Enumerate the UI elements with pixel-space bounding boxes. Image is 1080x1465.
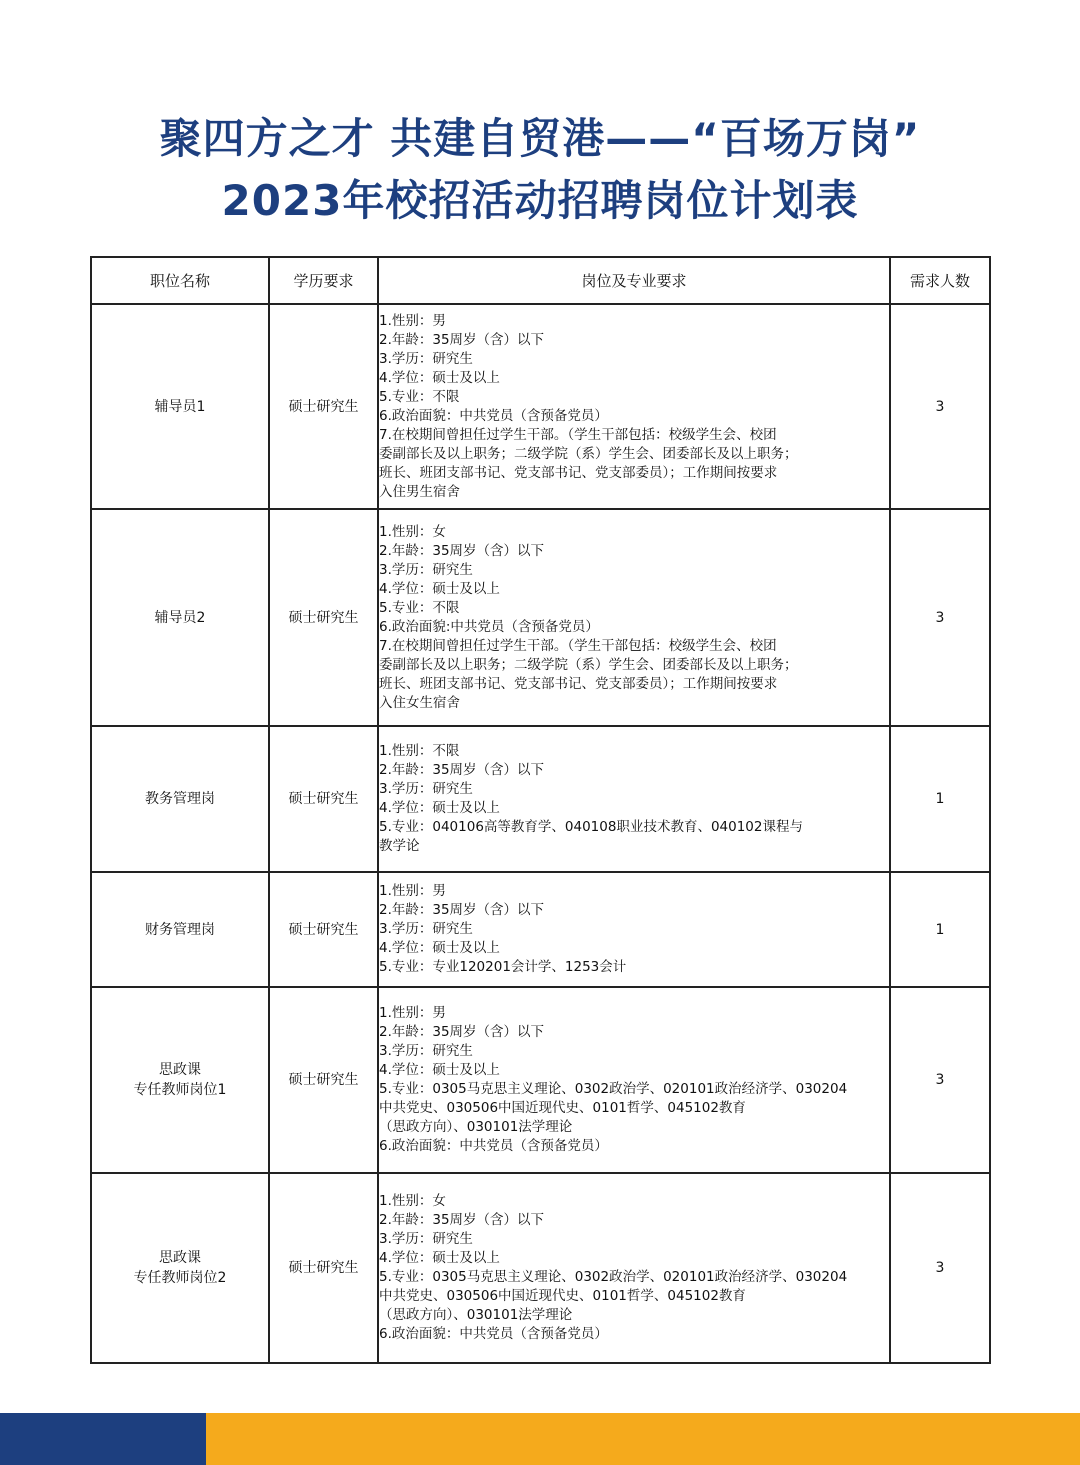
header-position: 职位名称: [91, 257, 269, 304]
cell-requirements: [378, 726, 890, 872]
cell-requirements: [378, 509, 890, 726]
position-name-line: 财务管理岗: [145, 921, 215, 938]
cell-count: 3: [890, 509, 990, 726]
cell-position: [91, 509, 269, 726]
requirement-line: 7.在校期间曾担任过学生干部。（学生干部包括：校级学生会、校团: [379, 426, 777, 443]
header-education: 学历要求: [269, 257, 378, 304]
position-name-line: 思政课: [159, 1250, 201, 1266]
header-count: 需求人数: [890, 257, 990, 304]
requirement-line: 入住女生宿舍: [379, 694, 460, 711]
position-name-line: 教务管理岗: [145, 791, 215, 807]
position-name-line: 辅导员2: [154, 609, 206, 626]
requirement-line: 1.性别：男: [379, 312, 446, 329]
cell-requirements: [378, 304, 890, 509]
table-row: [91, 304, 990, 509]
requirement-line: 5.专业：不限: [379, 599, 460, 616]
cell-education: 硕士研究生: [269, 1173, 378, 1363]
cell-requirements: [378, 1173, 890, 1363]
cell-count: 3: [890, 304, 990, 509]
position-name-line: 专任教师岗位1: [133, 1082, 227, 1098]
requirement-line: 委副部长及以上职务；二级学院（系）学生会、团委部长及以上职务；: [379, 445, 798, 462]
requirement-line: 中共党史、030506中国近现代史、0101哲学、045102教育: [379, 1100, 746, 1116]
requirement-line: 中共党史、030506中国近现代史、0101哲学、045102教育: [379, 1288, 746, 1304]
requirement-line: 2.年龄：35周岁（含）以下: [379, 762, 545, 778]
cell-position: [91, 304, 269, 509]
requirement-line: 4.学位：硕士及以上: [379, 1250, 500, 1266]
requirement-line: 1.性别：女: [379, 523, 446, 540]
requirement-line: 6.政治面貌:中共党员（含预备党员）: [379, 618, 599, 635]
requirement-line: 委副部长及以上职务；二级学院（系）学生会、团委部长及以上职务；: [379, 656, 798, 673]
cell-education: 硕士研究生: [269, 872, 378, 987]
footer-bar-yellow: [206, 1413, 1080, 1465]
cell-count: 3: [890, 987, 990, 1173]
requirement-line: 3.学历：研究生: [379, 781, 473, 797]
requirement-line: 3.学历：研究生: [379, 1043, 473, 1059]
requirement-line: 入住男生宿舍: [379, 483, 460, 500]
requirement-line: 1.性别：女: [379, 1193, 446, 1209]
header-requirements: 岗位及专业要求: [378, 257, 890, 304]
cell-position: [91, 872, 269, 987]
cell-education: 硕士研究生: [269, 987, 378, 1173]
requirement-line: 5.专业：0305马克思主义理论、0302政治学、020101政治经济学、030204: [379, 1081, 848, 1097]
requirement-line: 7.在校期间曾担任过学生干部。（学生干部包括：校级学生会、校团: [379, 637, 777, 654]
requirement-line: 4.学位：硕士及以上: [379, 369, 500, 386]
requirement-line: 5.专业：0305马克思主义理论、0302政治学、020101政治经济学、030204: [379, 1269, 848, 1285]
recruitment-plan-table: [90, 256, 991, 1364]
requirement-line: 4.学位：硕士及以上: [379, 800, 500, 816]
requirement-line: （思政方向）、030101法学理论: [379, 1119, 573, 1135]
cell-position: [91, 1173, 269, 1363]
table-row: [91, 1173, 990, 1363]
requirement-line: 2.年龄：35周岁（含）以下: [379, 1212, 545, 1228]
position-name-line: 辅导员1: [154, 398, 206, 415]
requirement-line: 6.政治面貌：中共党员（含预备党员）: [379, 1326, 608, 1342]
requirement-line: 2.年龄：35周岁（含）以下: [379, 331, 545, 348]
position-name-line: 思政课: [159, 1062, 201, 1078]
footer-bar-blue: [0, 1413, 206, 1465]
requirement-line: 2.年龄：35周岁（含）以下: [379, 902, 545, 918]
page-title: [0, 108, 1080, 232]
requirement-line: 3.学历：研究生: [379, 1231, 473, 1247]
requirement-line: 4.学位：硕士及以上: [379, 580, 500, 597]
requirement-line: 4.学位：硕士及以上: [379, 1062, 500, 1078]
cell-count: 1: [890, 726, 990, 872]
requirement-line: 5.专业：专业120201会计学、1253会计: [379, 959, 627, 975]
requirement-line: 4.学位：硕士及以上: [379, 940, 500, 956]
requirement-line: 3.学历：研究生: [379, 921, 473, 937]
position-name-line: 专任教师岗位2: [133, 1270, 227, 1286]
cell-position: [91, 987, 269, 1173]
cell-requirements: [378, 872, 890, 987]
cell-education: 硕士研究生: [269, 304, 378, 509]
requirement-line: 班长、班团支部书记、党支部书记、党支部委员）；工作期间按要求: [379, 675, 778, 692]
table-header-row: [91, 257, 990, 304]
table-row: [91, 509, 990, 726]
requirement-line: 1.性别：不限: [379, 743, 460, 759]
table-row: [91, 726, 990, 872]
requirement-line: 5.专业：040106高等教育学、040108职业技术教育、040102课程与: [379, 819, 803, 835]
requirement-line: 5.专业：不限: [379, 388, 460, 405]
cell-education: 硕士研究生: [269, 726, 378, 872]
requirement-line: 2.年龄：35周岁（含）以下: [379, 542, 545, 559]
requirement-line: 1.性别：男: [379, 1005, 446, 1021]
requirement-line: 1.性别：男: [379, 883, 446, 899]
requirement-line: 6.政治面貌：中共党员（含预备党员）: [379, 407, 608, 424]
requirement-line: 3.学历：研究生: [379, 350, 473, 367]
title-line-1: 聚四方之才 共建自贸港——“百场万岗”: [159, 114, 921, 163]
requirement-line: 教学论: [379, 838, 420, 854]
cell-requirements: [378, 987, 890, 1173]
cell-count: 3: [890, 1173, 990, 1363]
table-row: [91, 872, 990, 987]
requirement-line: 班长、班团支部书记、党支部书记、党支部委员）；工作期间按要求: [379, 464, 778, 481]
requirement-line: 6.政治面貌：中共党员（含预备党员）: [379, 1138, 608, 1154]
cell-count: 1: [890, 872, 990, 987]
requirement-line: 3.学历：研究生: [379, 561, 473, 578]
title-line-2: 2023年校招活动招聘岗位计划表: [221, 176, 859, 225]
cell-position: [91, 726, 269, 872]
requirement-line: （思政方向）、030101法学理论: [379, 1307, 573, 1323]
requirement-line: 2.年龄：35周岁（含）以下: [379, 1024, 545, 1040]
cell-education: 硕士研究生: [269, 509, 378, 726]
table-row: [91, 987, 990, 1173]
